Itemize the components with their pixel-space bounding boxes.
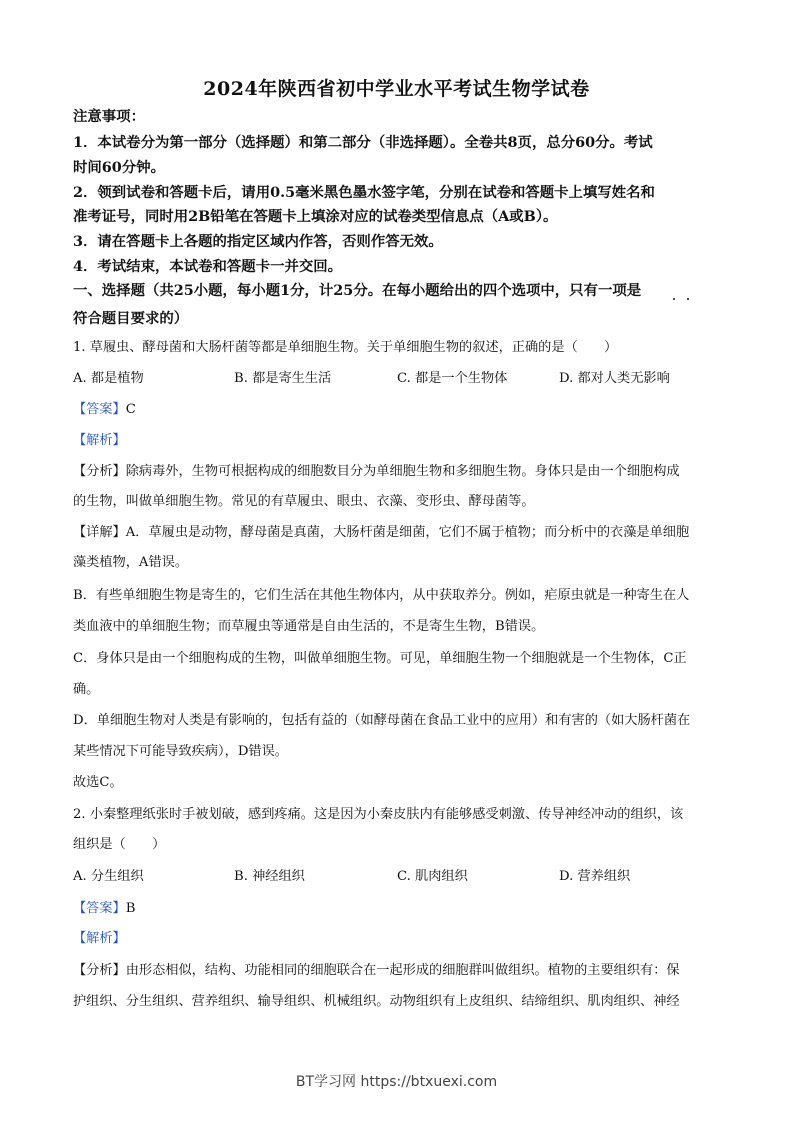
question-stem: 2. 小秦整理纸张时手被划破，感到疼痛。这是因为小秦皮肤内有能够感受刺激、传导神经冲动的组织，该 xyxy=(73,807,684,822)
detail-line: 确。 xyxy=(73,682,100,697)
analysis-text: 由形态相似，结构、功能相同的细胞联合在一起形成的细胞群叫做组织。植物的主要组织有：保 xyxy=(125,963,680,978)
option-c: C. 肌肉组织 xyxy=(397,869,468,884)
analysis-line: 护组织、分生组织、营养组织、输导组织、机械组织。动物组织有上皮组织、结缔组织、肌肉组织、神经 xyxy=(73,994,680,1009)
analysis-line: 的生物，叫做单细胞生物。常见的有草履虫、眼虫、衣藻、变形虫、酵母菌等。 xyxy=(73,494,535,509)
section-heading: 一、选择题（共25小题，每小题1分，计25分。在每小题给出的四个选项中，只有一项是 xyxy=(73,282,642,299)
analysis-subtag: 【分析】 xyxy=(73,464,126,479)
option-b: B. 都是寄生生活 xyxy=(234,371,332,386)
notice-line: 3．请在答题卡上各题的指定区域内作答，否则作答无效。 xyxy=(73,233,443,250)
notice-line: 1．本试卷分为第一部分（选择题）和第二部分（非选择题）。全卷共8页，总分60分。考试 xyxy=(73,134,653,151)
option-c: C. 都是一个生物体 xyxy=(397,371,508,386)
page-footer: BT学习网 https://btxuexi.com xyxy=(295,1074,498,1090)
option-d: D. 营养组织 xyxy=(559,869,631,884)
analysis-tag: 【解析】 xyxy=(73,433,126,448)
answer-value: C xyxy=(125,402,136,417)
detail-line: 藻类植物，A错误。 xyxy=(73,555,189,570)
answer-value: B xyxy=(125,901,136,916)
detail-line: B．有些单细胞生物是寄生的，它们生活在其他生物体内，从中获取养分。例如，疟原虫就是一种寄生在人 xyxy=(73,588,690,603)
section-heading: 符合题目要求的） xyxy=(73,310,189,327)
notice-line: 准考证号，同时用2B铅笔在答题卡上填涂对应的试卷类型信息点（A或B）。 xyxy=(73,208,558,225)
detail-line xyxy=(73,524,689,542)
detail-line: D．单细胞生物对人类是有影响的，包括有益的（如酵母菌在食品工业中的应用）和有害的（如大肠杆菌在 xyxy=(73,713,691,728)
exam-title: 2024年陕西省初中学业水平考试生物学试卷 xyxy=(203,78,590,100)
answer-tag: 【答案】 xyxy=(73,402,126,417)
choose-line: 故选C。 xyxy=(73,775,123,790)
analysis-text: 除病毒外，生物可根据构成的细胞数目分为单细胞生物和多细胞生物。身体只是由一个细胞构成 xyxy=(125,464,680,479)
detail-subtag: 【详解】 xyxy=(73,525,126,540)
analysis-line xyxy=(73,962,680,980)
notice-line: 2．领到试卷和答题卡后，请用0.5毫米黑色墨水签字笔，分别在试卷和答题卡上填写姓名和 xyxy=(73,184,655,201)
option-d: D. 都对人类无影响 xyxy=(559,371,670,386)
analysis-subtag: 【分析】 xyxy=(73,963,126,978)
analysis-tag: 【解析】 xyxy=(73,931,126,946)
answer-line xyxy=(73,900,135,918)
option-a: A. 分生组织 xyxy=(73,869,144,884)
option-a: A. 都是植物 xyxy=(73,371,144,386)
option-b: B. 神经组织 xyxy=(234,869,305,884)
answer-line xyxy=(73,401,136,419)
detail-line: 类血液中的单细胞生物；而草履虫等通常是自由生活的，不是寄生生物，B错误。 xyxy=(73,619,545,634)
emphasis-dot xyxy=(687,298,689,300)
emphasis-dot xyxy=(673,298,675,300)
question-stem: 1. 草履虫、酵母菌和大肠杆菌等都是单细胞生物。关于单细胞生物的叙述，正确的是（ ） xyxy=(73,340,618,355)
notice-heading: 注意事项： xyxy=(73,108,145,125)
answer-tag: 【答案】 xyxy=(73,901,126,916)
detail-line: 某些情况下可能导致疾病），D错误。 xyxy=(73,744,288,759)
notice-line: 时间60分钟。 xyxy=(73,159,165,176)
question-stem: 组织是（ ） xyxy=(73,837,166,852)
detail-line: C．身体只是由一个细胞构成的生物，叫做单细胞生物。可见，单细胞生物一个细胞就是一个生物体，C正 xyxy=(73,651,687,666)
detail-text: A．草履虫是动物，酵母菌是真菌，大肠杆菌是细菌，它们不属于植物；而分析中的衣藻是单细胞 xyxy=(125,525,690,540)
notice-line: 4．考试结束，本试卷和答题卡一并交回。 xyxy=(73,258,343,275)
analysis-line xyxy=(73,463,680,481)
